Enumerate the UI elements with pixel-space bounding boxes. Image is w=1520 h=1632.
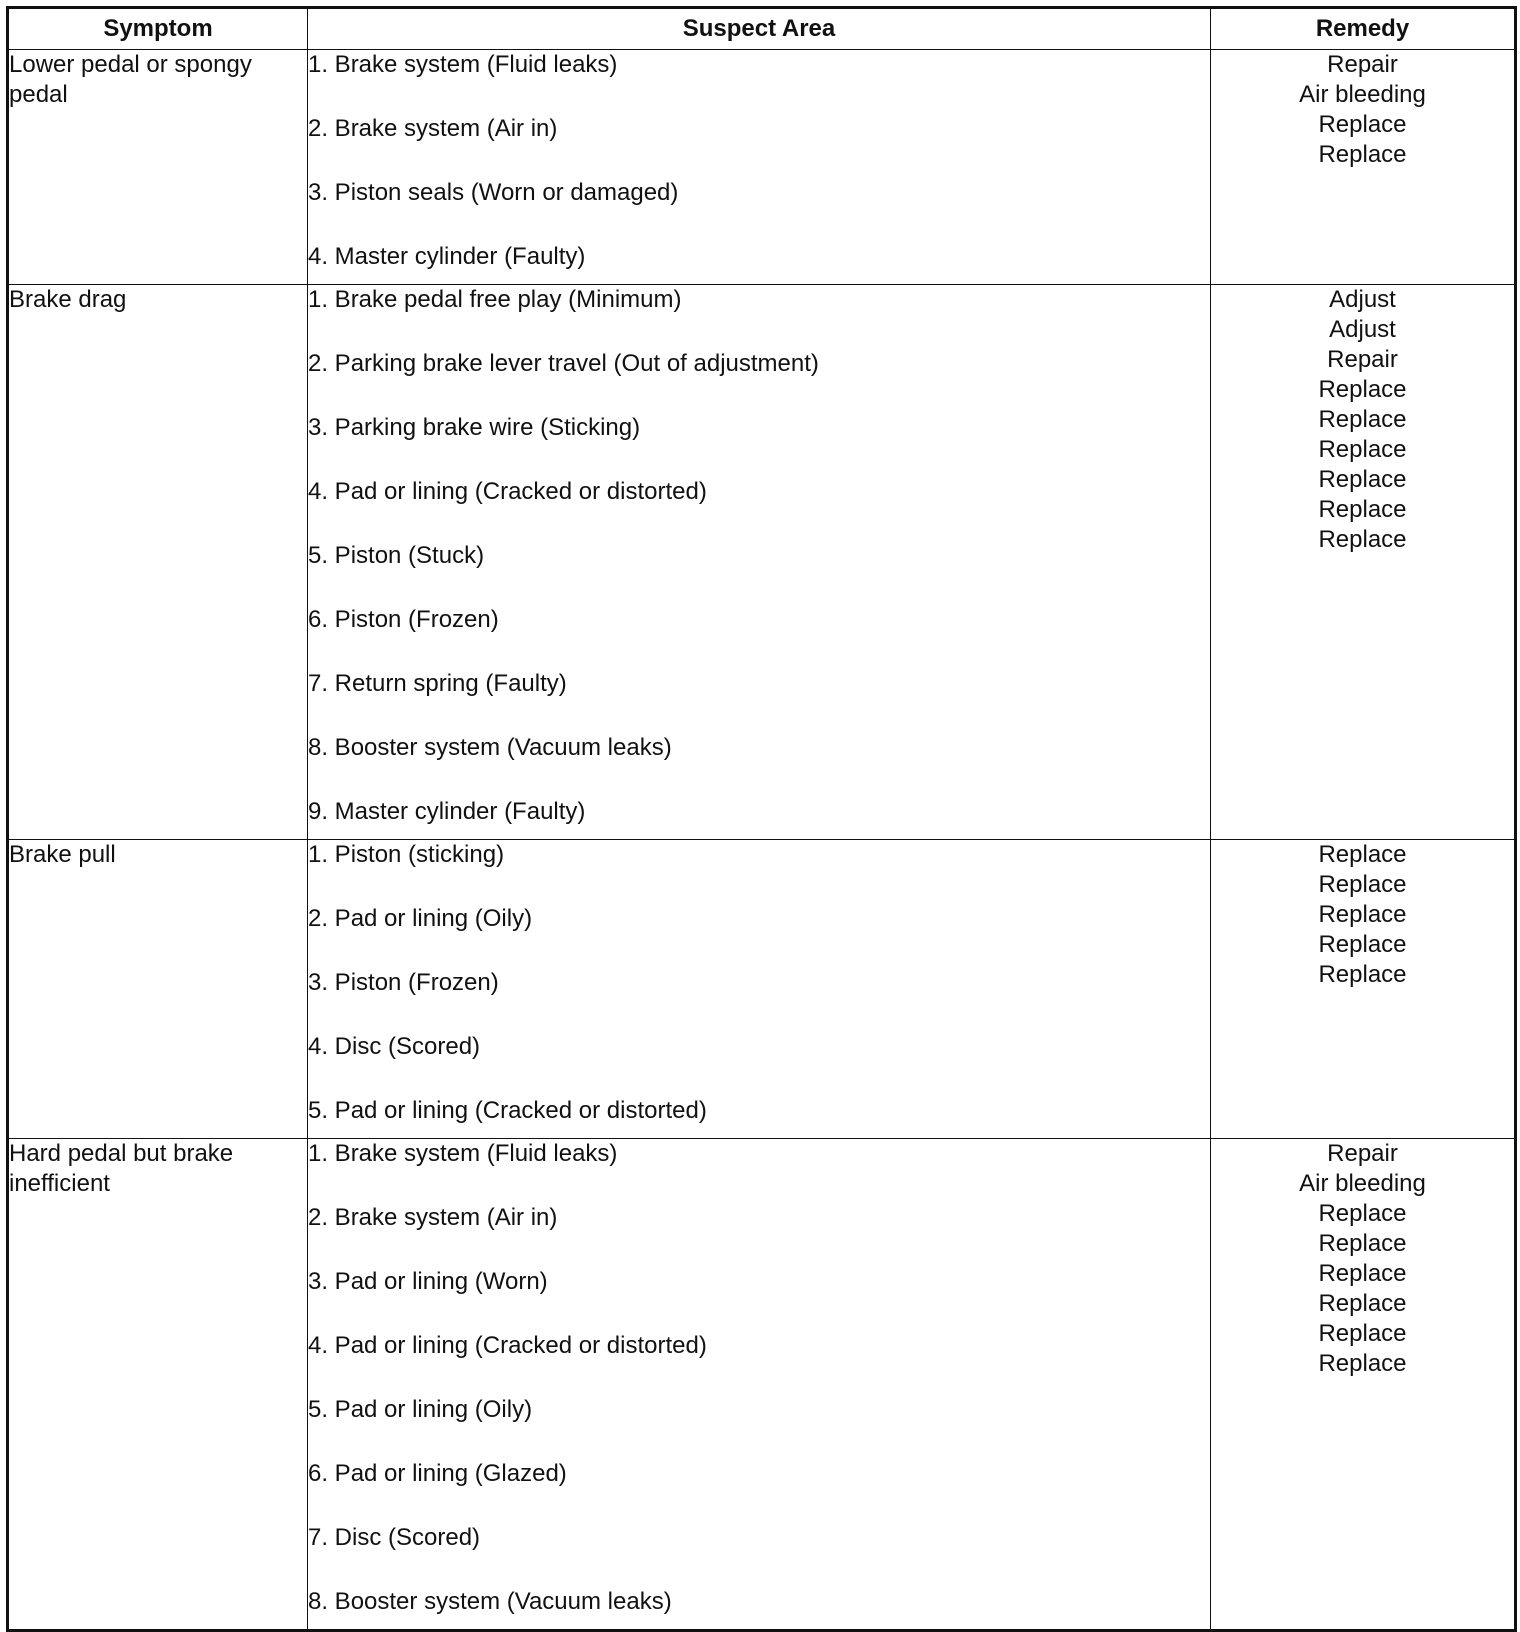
suspect-item: 8. Booster system (Vacuum leaks) <box>308 734 672 761</box>
table-row <box>8 285 1516 840</box>
remedy-item: Replace <box>1318 376 1407 403</box>
suspect-area-cell <box>308 840 1211 1139</box>
suspect-item: 8. Booster system (Vacuum leaks) <box>308 1588 672 1615</box>
table-row <box>8 50 1516 285</box>
remedy-item: Replace <box>1318 961 1407 988</box>
remedy-cell <box>1211 1139 1516 1631</box>
header-symptom: Symptom <box>8 8 308 50</box>
suspect-item: 3. Parking brake wire (Sticking) <box>308 414 641 441</box>
header-row <box>8 8 1516 50</box>
table-row <box>8 1139 1516 1631</box>
remedy-item: Replace <box>1318 1200 1407 1227</box>
remedy-item: Repair <box>1327 51 1398 78</box>
troubleshooting-table <box>6 6 1517 1632</box>
suspect-area-cell <box>308 50 1211 285</box>
remedy-item: Adjust <box>1329 316 1396 343</box>
remedy-item: Replace <box>1318 871 1407 898</box>
suspect-item: 2. Pad or lining (Oily) <box>308 905 533 932</box>
symptom-cell: Brake drag <box>8 285 308 840</box>
remedy-item: Replace <box>1318 931 1407 958</box>
header-suspect-area: Suspect Area <box>308 8 1211 50</box>
remedy-item: Replace <box>1318 496 1407 523</box>
remedy-item: Replace <box>1318 406 1407 433</box>
suspect-item: 2. Brake system (Air in) <box>308 1204 558 1231</box>
suspect-item: 1. Brake system (Fluid leaks) <box>308 1140 618 1167</box>
suspect-item: 2. Parking brake lever travel (Out of adjustment) <box>308 350 819 377</box>
remedy-item: Replace <box>1318 1230 1407 1257</box>
suspect-item: 9. Master cylinder (Faulty) <box>308 798 586 825</box>
remedy-cell <box>1211 285 1516 840</box>
remedy-item: Replace <box>1318 1350 1407 1377</box>
remedy-cell <box>1211 50 1516 285</box>
suspect-item: 6. Pad or lining (Glazed) <box>308 1460 567 1487</box>
remedy-item: Replace <box>1318 841 1407 868</box>
remedy-item: Replace <box>1318 436 1407 463</box>
suspect-item: 6. Piston (Frozen) <box>308 606 499 633</box>
remedy-item: Replace <box>1318 111 1407 138</box>
remedy-item: Replace <box>1318 901 1407 928</box>
remedy-item: Replace <box>1318 526 1407 553</box>
remedy-item: Replace <box>1318 1320 1407 1347</box>
suspect-item: 4. Disc (Scored) <box>308 1033 481 1060</box>
suspect-item: 5. Pad or lining (Oily) <box>308 1396 533 1423</box>
suspect-item: 1. Piston (sticking) <box>308 841 505 868</box>
symptom-cell: Brake pull <box>8 840 308 1139</box>
suspect-area-cell <box>308 285 1211 840</box>
suspect-item: 7. Disc (Scored) <box>308 1524 481 1551</box>
remedy-item: Replace <box>1318 141 1407 168</box>
symptom-cell: Lower pedal or spongy pedal <box>8 50 308 285</box>
remedy-item: Replace <box>1318 466 1407 493</box>
suspect-item: 1. Brake pedal free play (Minimum) <box>308 286 682 313</box>
suspect-item: 1. Brake system (Fluid leaks) <box>308 51 618 78</box>
table-row <box>8 840 1516 1139</box>
suspect-item: 4. Pad or lining (Cracked or distorted) <box>308 478 707 505</box>
suspect-item: 4. Master cylinder (Faulty) <box>308 243 586 270</box>
remedy-cell <box>1211 840 1516 1139</box>
suspect-item: 5. Piston (Stuck) <box>308 542 485 569</box>
remedy-item: Repair <box>1327 346 1398 373</box>
suspect-item: 3. Piston (Frozen) <box>308 969 499 996</box>
remedy-item: Adjust <box>1329 286 1396 313</box>
header-remedy: Remedy <box>1211 8 1516 50</box>
symptom-cell: Hard pedal but brake inefficient <box>8 1139 308 1631</box>
suspect-area-cell <box>308 1139 1211 1631</box>
remedy-item: Replace <box>1318 1290 1407 1317</box>
remedy-item: Repair <box>1327 1140 1398 1167</box>
suspect-item: 7. Return spring (Faulty) <box>308 670 567 697</box>
suspect-item: 2. Brake system (Air in) <box>308 115 558 142</box>
suspect-item: 3. Pad or lining (Worn) <box>308 1268 548 1295</box>
remedy-item: Air bleeding <box>1299 81 1426 108</box>
remedy-item: Air bleeding <box>1299 1170 1426 1197</box>
suspect-item: 3. Piston seals (Worn or damaged) <box>308 179 679 206</box>
remedy-item: Replace <box>1318 1260 1407 1287</box>
suspect-item: 4. Pad or lining (Cracked or distorted) <box>308 1332 707 1359</box>
suspect-item: 5. Pad or lining (Cracked or distorted) <box>308 1097 707 1124</box>
